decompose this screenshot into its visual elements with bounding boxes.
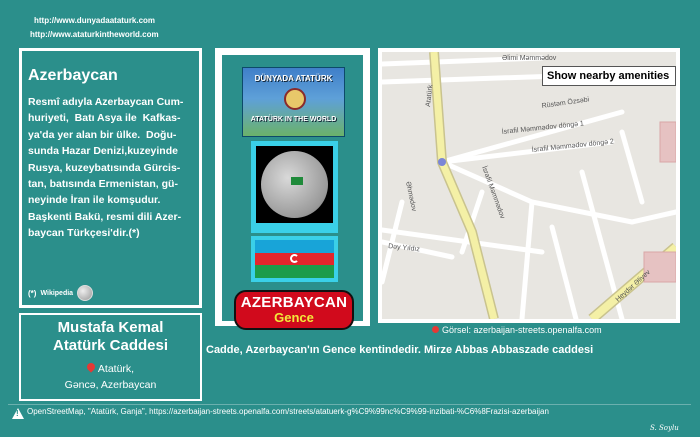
wiki-note: (*) — [28, 288, 37, 298]
flag-frame — [251, 236, 338, 282]
city-name: Gence — [274, 310, 314, 325]
country-title: Azerbaycan — [28, 67, 118, 84]
country-description: Resmî adıyla Azerbaycan Cum- huriyeti, Batı Asya ile Kafkas- ya'da yer alan bir ülke. Doğu- sunda Hazar Denizi,kuzeyinde Rusya, kuzeybatısında Gürcis- tan, batısında Ermenistan, gü- neyinde İran ile komşudur. Başkenti Bakü, resmi dili Azer- baycan Türkçesi'dir.(*) — [28, 96, 184, 240]
show-nearby-amenities-button[interactable]: Show nearby amenities — [542, 66, 676, 86]
map-roads — [382, 52, 676, 319]
map-label-israfil: İsrafil Məmmədov — [480, 165, 506, 220]
globe-frame — [256, 146, 333, 223]
banner-bottom-text: ATATÜRK IN THE WORLD — [250, 116, 337, 123]
wikipedia-credit[interactable] — [28, 285, 93, 301]
map-label-ataturk: Atatürk — [425, 84, 435, 108]
location-pin-icon — [85, 361, 96, 372]
street-description: Cadde, Azerbaycan'ın Gence kentindedir. Mirze Abbas Abbaszade caddesi — [206, 344, 594, 356]
map-label-israfil-1: İsrafil Məmmədov döngə 1 — [501, 120, 585, 136]
globe-icon — [261, 151, 328, 218]
country-name: AZERBAYCAN — [240, 294, 348, 311]
warning-icon — [12, 408, 24, 419]
map-credit-text: Görsel: azerbaijan-streets.openalfa.com — [442, 325, 602, 335]
crescent-star-icon — [290, 254, 299, 263]
ataturk-banner-logo — [242, 67, 345, 137]
banner-top-text: DÜNYADA ATATÜRK — [254, 74, 333, 83]
badge-panel-inner — [222, 55, 363, 325]
map-label-alimi: Əlimi Məmmədov — [502, 55, 557, 62]
street-name-box — [19, 313, 202, 401]
map-label-day-yildiz: Dəy Yıldız — [387, 243, 421, 254]
street-map-frame — [378, 48, 680, 323]
source-footer — [8, 404, 691, 422]
location-line-1: Atatürk, — [97, 363, 135, 375]
location-globe-map — [251, 141, 338, 233]
map-label-heydar: Heydər Əliyev — [614, 268, 652, 304]
street-location — [21, 361, 200, 393]
map-label-israfil-2: İsrafil Məmmədov döngə 2 — [531, 138, 615, 154]
country-badge-panel — [215, 48, 370, 326]
map-label-ahmadov: Əhmədov — [404, 180, 418, 212]
wikipedia-globe-icon — [77, 285, 93, 301]
street-map[interactable] — [382, 52, 676, 319]
location-line-2: Gəncə, Azerbaycan — [64, 379, 157, 391]
country-info-panel — [19, 48, 202, 308]
wiki-label: Wikipedia — [40, 289, 74, 297]
source-citation[interactable]: OpenStreetMap, "Atatürk, Ganja", https://azerbaijan-streets.openalfa.com/streets/atatuerk-g%C9%99nc%C9%99-inzibati-%C6%8Frazisi-azerbaijan — [27, 407, 549, 416]
azerbaijan-flag-icon — [255, 240, 334, 278]
map-label-rustam: Rüstəm Özsəbi — [541, 96, 590, 110]
street-name: Mustafa Kemal Atatürk Caddesi — [52, 319, 169, 354]
azerbaijan-highlight — [291, 177, 303, 185]
country-name-badge — [234, 290, 354, 330]
author-signature: S. Soylu — [650, 424, 679, 432]
site-url-2[interactable]: http://www.ataturkintheworld.com — [30, 30, 159, 39]
site-url-1[interactable]: http://www.dunyadaataturk.com — [34, 16, 156, 25]
location-marker-icon — [432, 326, 439, 333]
ataturk-medal-icon — [284, 88, 306, 110]
map-image-credit[interactable] — [432, 325, 602, 335]
